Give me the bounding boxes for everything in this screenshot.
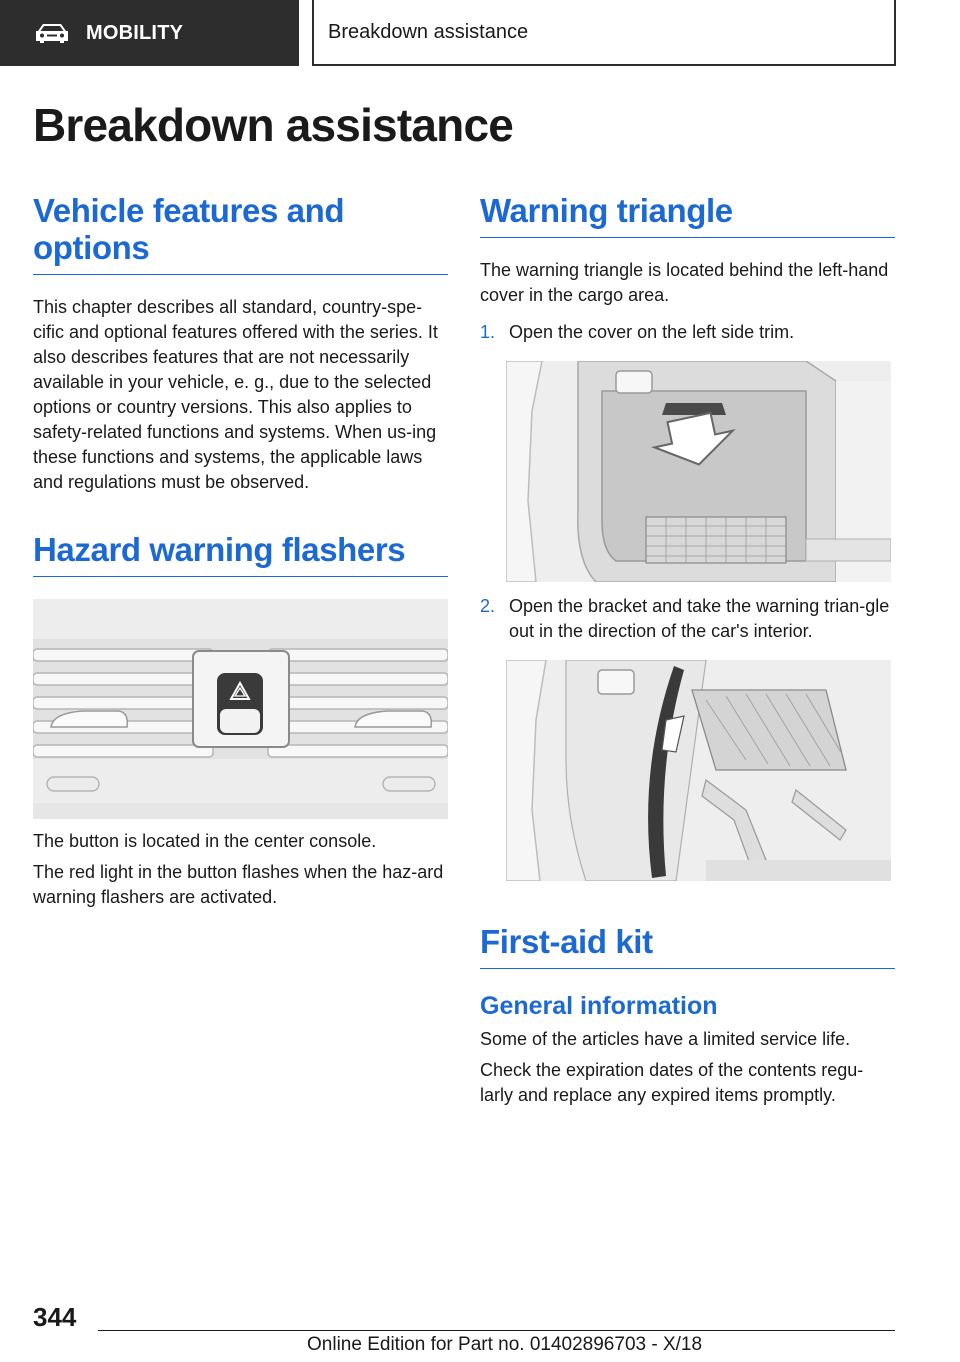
hazard-light-text: The red light in the button flashes when the haz‐ard warning flashers are activated. — [33, 862, 444, 907]
vehicle-features-heading: Vehicle features and options — [33, 192, 448, 275]
general-information-heading: General information — [480, 992, 718, 1020]
step-text: Open the bracket and take the warning trian‐gle out in the direction of the car's interior. — [509, 596, 890, 641]
footer-divider — [98, 1330, 895, 1331]
step-number: 1. — [480, 322, 496, 342]
first-aid-heading: First-aid kit — [480, 923, 895, 969]
cargo-cover-figure — [506, 361, 891, 582]
edition-text: Online Edition for Part no. 01402896703 - X/18 — [307, 1334, 703, 1355]
hazard-heading: Hazard warning flashers — [33, 531, 448, 577]
page-title: Breakdown assistance — [33, 99, 514, 151]
expiration-text: Check the expiration dates of the contents regu‐larly and replace any expired items promptly. — [480, 1060, 864, 1105]
step-text: Open the cover on the left side trim. — [509, 322, 795, 342]
right-column — [480, 192, 895, 1108]
step-1 — [480, 320, 895, 345]
section-label: MOBILITY — [86, 21, 184, 44]
topic-tab[interactable] — [312, 0, 896, 66]
car-icon — [34, 22, 70, 44]
hazard-location-text: The button is located in the center console. — [33, 831, 377, 851]
step-number: 2. — [480, 596, 496, 616]
left-column — [33, 192, 448, 910]
triangle-bracket-figure — [506, 660, 891, 881]
service-life-text: Some of the articles have a limited service life. — [480, 1029, 851, 1049]
page-number: 344 — [33, 1302, 77, 1332]
topic-label: Breakdown assistance — [328, 20, 529, 43]
hazard-button-figure — [33, 599, 448, 819]
warning-triangle-heading: Warning triangle — [480, 192, 895, 238]
step-2 — [480, 594, 895, 644]
header-bar — [0, 0, 960, 66]
section-tab[interactable] — [0, 0, 299, 66]
warning-triangle-intro: The warning triangle is located behind the left-hand cover in the cargo area. — [480, 260, 889, 305]
vehicle-features-text: This chapter describes all standard, country-spe‐cific and optional features offered with the series. It also describes features that are not necessarily available in your vehicle, e. g., due to the selected options or country versions. This also applies to safety-related functions and systems. When us‐ing these functions and systems, the applicable laws and regulations must be observed. — [33, 297, 438, 492]
